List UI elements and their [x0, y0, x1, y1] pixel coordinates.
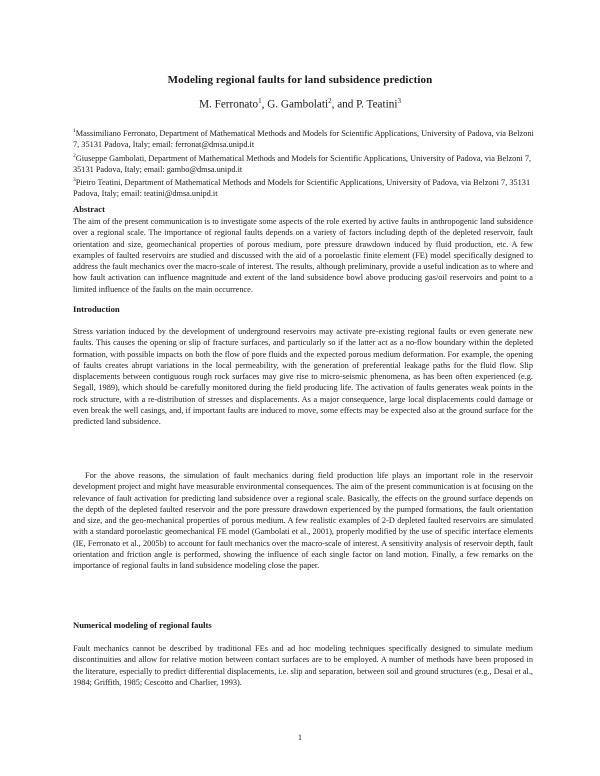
affiliation-text: Giuseppe Gambolati, Department of Mathematical Methods and Models for Scientific Applications, University of Padova, via Belzoni 7, 35131 Padova, Italy; email: gambo@dmsa.unipd.it [73, 153, 532, 174]
author-affiliation-mark: 1 [258, 97, 262, 105]
affiliation-mark: 3 [73, 177, 76, 184]
affiliation [73, 151, 535, 176]
numerical-modeling-heading: Numerical modeling of regional faults [73, 620, 212, 630]
affiliation [73, 126, 535, 151]
author-separator: , and [331, 98, 357, 111]
abstract-text: The aim of the present communication is to investigate some aspects of the role exerted by active faults in anthropogenic land subsidence over a regional scale. The importance of regional faults depends on a variety of factors including depth of the depleted reservoir, fault orientation and size, geomechanical properties of porous medium, pore pressure drawdown induced by fluid production, etc. A few examples of faulted reservoirs are studied and discussed with the aid of a poroelastic finite element (FE) model specifically designed to address the fault mechanics over the macro-scale of interest. The results, although preliminary, provide a useful indication as to where and how fault activation can influence magnitude and extent of the land subsidence bowl above producing gas/oil reservoirs and point to a limited influence of the faults on the main occurrence. [73, 217, 533, 294]
introduction-heading: Introduction [73, 304, 120, 314]
introduction-paragraph-1: Stress variation induced by the development of underground reservoirs may activate pre-existing regional faults or even generate new faults. This causes the opening or slip of fracture surfaces, and particularly so if the latter act as a no-flow boundary within the depleted formation, with possible impacts on both the flow of pore fluids and the expected porous medium deformation. For example, the opening of faults creates abrupt variations in the local permeability, with the generation of preferential leakage paths for the fluid flow. Slip displacements between contiguous rough rock surfaces may give rise to micro-seismic phenomena, as has been often experienced (e.g. Segall, 1989), which should be carefully monitored during the field producing life. The activation of faults generates weak points in the rock structure, with a re-distribution of stresses and displacements. As a major consequence, large local displacements could damage or even break the well casings, and, if important faults are induced to move, some effects may be expected also at the ground surface for the predicted land subsidence. [73, 327, 533, 427]
introduction-paragraph-2: For the above reasons, the simulation of fault mechanics during field production life plays an important role in the reservoir development project and might have measurable environmental consequences. The aim of the present communication is at focusing on the relevance of fault activation for predicting land subsidence over a regional scale. Basically, the effects on the ground surface depends on the depth of the depleted faulted reservoir and the pore pressure drawdown experienced by the pumped formations, the fault orientation and size, and the geo-mechanical properties of porous medium. A few realistic examples of 2-D depleted faulted reservoirs are simulated with a standard poroelastic geomechanical FE model (Gambolati et al., 2001), properly modified by the use of specific interface elements (IE, Ferronato et al., 2005b) to account for fault mechanics over the macro-scale of interest. A sensitivity analysis of reservoir depth, fault orientation and friction angle is performed, showing the influence of each single factor on land motion. Finally, a few remarks on the importance of regional faults in land subsidence modeling close the paper. [73, 471, 533, 571]
affiliation-text: Massimiliano Ferronato, Department of Mathematical Methods and Models for Scientific Applications, University of Padova, via Belzoni 7, 35131 Padova, Italy; email: ferronat@dmsa.unipd.it [73, 128, 534, 150]
author-name: P. Teatini [356, 98, 398, 111]
affiliation-text: Pietro Teatini, Department of Mathematical Methods and Models for Scientific Applications, University of Padova, via Belzoni 7, 35131 Padova, Italy; email: teatini@dmsa.unipd.it [73, 177, 531, 199]
page-number: 1 [297, 733, 303, 742]
author-name: G. Gambolati [267, 98, 329, 111]
numerical-modeling-paragraph-1: Fault mechanics cannot be described by traditional FEs and ad hoc modeling techniques specifically designed to simulate medium discontinuities and allow for relative motion between contact surfaces are to be employed. A number of methods have been proposed in the literature, especially to predict differential displacements, i.e. slip and separation, between soil and ground structures (e.g., Desai et al., 1984; Griffith, 1985; Cescotto and Charlier, 1993). [73, 644, 533, 687]
author-line [0, 97, 600, 111]
author-affiliation-mark: 2 [328, 97, 332, 105]
author-name: M. Ferronato [199, 98, 259, 111]
author-separator: , [261, 98, 268, 111]
affiliation-mark: 2 [73, 152, 76, 159]
affiliation-mark: 1 [73, 128, 76, 134]
affiliation [73, 175, 535, 200]
abstract-heading: Abstract [73, 204, 105, 214]
author-affiliation-mark: 3 [397, 97, 401, 105]
affiliations [73, 126, 535, 200]
paper-title: Modeling regional faults for land subsidence prediction [167, 74, 433, 86]
